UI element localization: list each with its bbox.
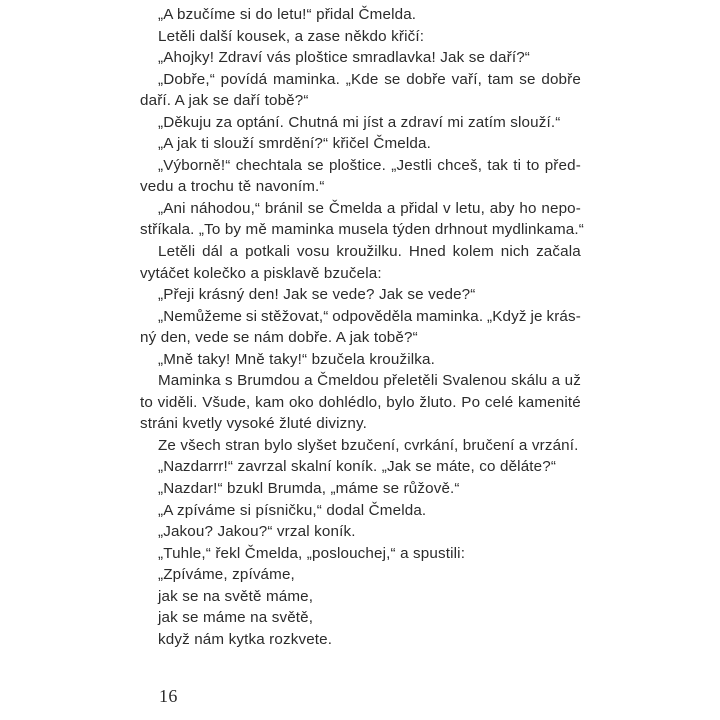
text-line [140,306,581,328]
text-line [140,370,581,392]
word: „Když [487,307,527,325]
word: „Jestli [391,156,433,174]
word: celé [484,393,514,411]
paragraph [140,112,581,134]
word: vosu [296,243,330,261]
word: a [304,372,313,390]
paragraph [140,521,581,543]
word: tak [487,156,509,174]
word: maminka. [416,307,484,325]
word: chceš, [437,156,483,174]
word: Letěli [158,243,196,261]
word: „Dobře,“ [158,70,215,88]
text-line: ný den, vede se nám dobře. A jak tobě?“ [140,329,418,347]
word: Čmelda [328,199,383,217]
word: krás- [546,307,581,325]
word: přeletěli [383,372,438,390]
paragraph [140,349,581,371]
word: už [564,372,581,390]
word: povídá [220,70,268,88]
text-line [140,198,581,220]
word: nepo- [541,199,581,217]
poem-line: jak se máme na světě, [158,609,314,627]
word: přidal [400,199,439,217]
word: začala [536,243,581,261]
word: tam [487,70,514,88]
page-number: 16 [159,686,178,706]
text-line [140,155,581,177]
word: Čmeldou [317,372,379,390]
paragraph [140,69,581,112]
word: bránil [264,199,303,217]
text-line: „Děkuju za optání. Chutná mi jíst a zdraví mi zatím slouží.“ [158,113,561,131]
word: aby [489,199,515,217]
word: a [229,243,239,261]
paragraph [140,133,581,155]
text-line: vedu a trochu tě navoním.“ [140,178,325,196]
word: „Výborně!“ [158,156,231,174]
text-line: „Jakou? Jakou?“ vrzal koník. [158,523,356,541]
paragraph [140,478,581,500]
paragraph [140,306,581,349]
word: žluto. [419,393,457,411]
paragraph [140,500,581,522]
text-line: „A jak ti slouží smrdění?“ křičel Čmelda. [158,135,431,153]
word: je [530,307,543,325]
word: ti [513,156,522,174]
word: dál [202,243,223,261]
text-line [140,69,581,91]
paragraph [140,26,581,48]
paragraph [140,370,581,435]
word: bylo [386,393,415,411]
word: skálu [511,372,548,390]
text-line [140,241,581,263]
word: se [384,70,401,88]
text-line: „A bzučíme si do letu!“ přidal Čmelda. [158,6,417,23]
word: Maminka [158,372,221,390]
paragraph [140,155,581,198]
word: oko [288,393,314,411]
text-line: „A zpíváme si písničku,“ dodal Čmelda. [158,501,427,519]
word: s [225,372,233,390]
poem-line: když nám kytka rozkvete. [158,630,333,648]
word: kamenité [518,393,581,411]
word: odpověděla [332,307,413,325]
word: si [245,307,258,325]
text-line [140,392,581,414]
word: před- [544,156,581,174]
poem-line: jak se na světě máme, [158,587,314,605]
word: Všude, [202,393,251,411]
word: a [551,372,561,390]
word: v [443,199,451,217]
word: kam [255,393,285,411]
word: ploštice. [328,156,387,174]
word: dobře [541,70,581,88]
text-line: „Přeji krásný den! Jak se vede? Jak se vede?“ [158,286,476,304]
word: kroužilku. [336,243,403,261]
word: „Kde [345,70,379,88]
paragraph [140,241,581,284]
text-line: stříkala. „To by mě maminka musela týden drhnout mydlinkama.“ [140,221,584,239]
word: ho [519,199,537,217]
word: dobře [406,70,446,88]
word: se [307,199,325,217]
text-line: Letěli další kousek, a zase někdo křičí: [158,27,425,45]
word: se [519,70,536,88]
paragraph [140,543,581,565]
paragraph [140,47,581,69]
poem-stanza [158,564,578,650]
word: dohlédlo, [318,393,382,411]
word: náhodou,“ [190,199,261,217]
text-line: „Nazdar!“ bzukl Brumda, „máme se růžově.“ [158,480,460,498]
word: „Ani [158,199,186,217]
text-line: „Tuhle,“ řekl Čmelda, „poslouchej,“ a spustili: [158,544,466,562]
word: se [307,156,324,174]
text-line: „Ahojky! Zdraví vás ploštice smradlavka! Jak se daří?“ [158,49,530,67]
word: chechtala [235,156,303,174]
paragraph [140,456,581,478]
word: stěžovat,“ [261,307,329,325]
word: letu, [455,199,485,217]
paragraph [140,435,581,457]
body-text-block [140,4,584,564]
text-line: Ze všech stran bylo slyšet bzučení, cvrkání, bručení a vrzání. [158,436,579,454]
word: Hned [408,243,446,261]
word: to [526,156,540,174]
text-line: stráni kvetly vysoké žluté divizny. [140,415,368,433]
text-line: vytáčet kolečko a pisklavě bzučela: [140,264,382,282]
poem-line: „Zpíváme, zpíváme, [158,566,295,583]
word: Po [461,393,481,411]
paragraph [140,198,584,241]
word: viděli. [157,393,198,411]
word: „Nemůžeme [158,307,243,325]
word: kolem [452,243,494,261]
word: to [140,393,153,411]
word: Brumdou [237,372,300,390]
text-line: „Mně taky! Mně taky!“ bzučela kroužilka. [158,350,436,368]
paragraph [140,284,581,306]
text-line: „Nazdarrr!“ zavrzal skalní koník. „Jak se máte, co děláte?“ [158,458,557,476]
word: vaří, [451,70,482,88]
word: Svalenou [442,372,507,390]
word: maminka. [272,70,340,88]
text-line: daří. A jak se daří tobě?“ [140,92,309,110]
word: potkali [245,243,291,261]
paragraph [140,4,581,26]
word: a [386,199,396,217]
word: nich [500,243,530,261]
